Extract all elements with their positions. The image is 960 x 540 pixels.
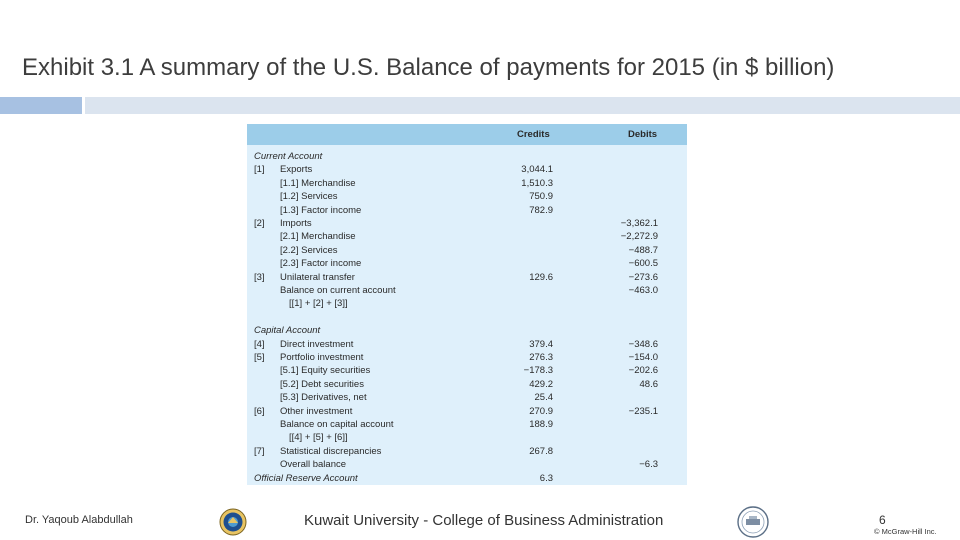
debit-value: −2,272.9: [620, 231, 658, 243]
row-label: [5.1] Equity securities: [280, 365, 371, 377]
credit-value: 750.9: [529, 191, 553, 203]
balance-of-payments-table: [247, 124, 687, 485]
row-label: Portfolio investment: [280, 352, 364, 363]
row-label: Other investment: [280, 405, 353, 417]
table-row: [247, 364, 687, 377]
debit-value: −463.0: [628, 285, 658, 296]
title-rule: [85, 97, 960, 114]
row-number: [1]: [254, 164, 265, 176]
row-label: Overall balance: [280, 459, 347, 471]
row-label: [2.3] Factor income: [280, 258, 362, 270]
table-row: [247, 284, 687, 297]
footer-author: Dr. Yaqoub Alabdullah: [25, 514, 133, 526]
credit-value: 267.8: [529, 445, 553, 457]
table-row: [247, 351, 687, 364]
credit-value: 6.3: [539, 472, 553, 484]
credit-value: 270.9: [529, 405, 553, 417]
table-row: [247, 458, 687, 471]
credit-value: 129.6: [529, 271, 553, 283]
row-label: [2.1] Merchandise: [280, 231, 356, 243]
table-row: [247, 391, 687, 404]
row-label: [5.3] Derivatives, net: [280, 392, 367, 404]
credit-value: −178.3: [523, 365, 553, 377]
table-row: [247, 190, 687, 203]
row-label: [5.2] Debt securities: [280, 378, 364, 390]
table-header: [247, 124, 687, 145]
row-label: Exports: [280, 164, 313, 176]
debits-header: Debits: [628, 129, 658, 140]
row-label: Capital Account: [254, 325, 321, 337]
institution-name: Kuwait University - College of Business Administration: [304, 512, 664, 529]
credit-value: 782.9: [529, 204, 553, 216]
row-label: Current Account: [254, 151, 323, 162]
debit-value: 48.6: [639, 378, 658, 390]
table-row: [247, 271, 687, 284]
debit-value: −235.1: [628, 405, 658, 417]
table-row: [247, 324, 687, 337]
table-row: [247, 311, 687, 324]
page-number: 6: [879, 513, 886, 527]
table-row: [247, 177, 687, 190]
table-row: [247, 217, 687, 230]
table-row: [247, 418, 687, 431]
row-number: [3]: [254, 271, 265, 283]
row-label: [1.1] Merchandise: [280, 177, 356, 189]
credit-value: 188.9: [529, 419, 553, 430]
table-row: [247, 257, 687, 270]
row-number: [6]: [254, 405, 265, 417]
row-label: [2.2] Services: [280, 244, 338, 256]
credits-header: Credits: [517, 129, 550, 140]
row-label: [1.3] Factor income: [280, 204, 362, 216]
row-label: Imports: [280, 218, 312, 229]
debit-value: −600.5: [628, 258, 658, 270]
row-number: [2]: [254, 218, 265, 229]
row-number: [5]: [254, 352, 265, 363]
debit-value: −273.6: [628, 271, 658, 283]
row-label: Balance on current account: [280, 285, 396, 296]
credit-value: 3,044.1: [521, 164, 553, 176]
credit-value: 379.4: [529, 338, 553, 350]
credit-value: 1,510.3: [521, 177, 553, 189]
table-row: [247, 445, 687, 458]
debit-value: −6.3: [639, 459, 658, 471]
table-row: [247, 150, 687, 163]
table-row: [247, 244, 687, 257]
row-label: Statistical discrepancies: [280, 445, 382, 457]
row-label: Official Reserve Account: [254, 472, 358, 484]
row-label: Direct investment: [280, 338, 354, 350]
credit-value: 276.3: [529, 352, 553, 363]
table-row: [247, 230, 687, 243]
university-seal-icon: [219, 508, 247, 536]
table-row: [247, 338, 687, 351]
debit-value: −154.0: [628, 352, 658, 363]
row-label: [[4] + [5] + [6]]: [289, 432, 348, 444]
row-number: [7]: [254, 445, 265, 457]
credit-value: 429.2: [529, 378, 553, 390]
table-row: [247, 297, 687, 310]
debit-value: −488.7: [628, 244, 658, 256]
table-row: [247, 405, 687, 418]
table-row: [247, 204, 687, 217]
slide-title: Exhibit 3.1 A summary of the U.S. Balance of payments for 2015 (in $ billion): [22, 54, 835, 81]
table-row: [247, 378, 687, 391]
debit-value: −202.6: [628, 365, 658, 377]
credit-value: 25.4: [534, 392, 553, 404]
row-label: [[1] + [2] + [3]]: [289, 298, 348, 310]
row-number: [4]: [254, 338, 265, 350]
row-label: Unilateral transfer: [280, 271, 355, 283]
title-rule-accent: [0, 97, 82, 114]
row-label: [1.2] Services: [280, 191, 338, 203]
table-row: [247, 472, 687, 485]
debit-value: −3,362.1: [620, 218, 658, 229]
debit-value: −348.6: [628, 338, 658, 350]
copyright-notice: © McGraw-Hill Inc.: [874, 527, 937, 536]
table-row: [247, 431, 687, 444]
college-emblem-icon: [737, 506, 769, 538]
row-label: Balance on capital account: [280, 419, 394, 430]
table-row: [247, 163, 687, 176]
